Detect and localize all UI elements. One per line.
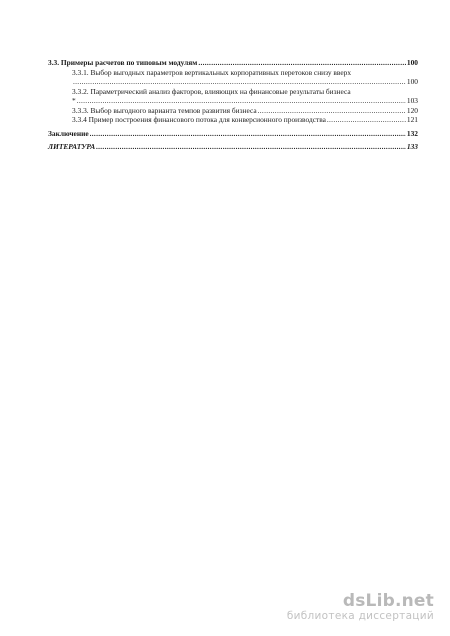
toc-entry-title: Заключение bbox=[48, 128, 89, 138]
watermark bbox=[287, 591, 434, 622]
leader-dots bbox=[258, 106, 406, 116]
leader-dots bbox=[327, 115, 406, 125]
toc-entry-3-3 bbox=[48, 58, 418, 68]
toc-entry-title: 3.3.4 Пример построения финансового потока для конверсионного производства bbox=[72, 115, 326, 124]
leader-dots bbox=[90, 129, 406, 139]
leader-dots bbox=[73, 77, 406, 87]
table-of-contents bbox=[48, 58, 418, 152]
toc-entry-title: 3.3.3. Выбор выгодного варианта темпов развития бизнеса bbox=[72, 105, 257, 115]
toc-entry-page: 103 bbox=[406, 96, 418, 105]
leader-dots bbox=[198, 58, 406, 68]
toc-entry-title: ЛИТЕРАТУРА bbox=[48, 142, 96, 151]
leader-dots bbox=[96, 142, 406, 152]
toc-entry-3-3-2 bbox=[48, 96, 418, 106]
toc-entry-title: 3.3. Примеры расчетов по типовым модулям bbox=[48, 58, 198, 67]
toc-entry-3-3-1-title: 3.3.1. Выбор выгодных параметров вертикальных корпоративных перетоков снизу вверх bbox=[72, 67, 352, 77]
toc-entry-page: 132 bbox=[406, 128, 418, 138]
toc-entry-page: 121 bbox=[406, 115, 418, 124]
toc-entry-page: 100 bbox=[406, 77, 418, 86]
toc-entry-page: 120 bbox=[406, 105, 418, 115]
watermark-subtitle: библиотека диссертаций bbox=[286, 610, 434, 622]
toc-entry-page: 100 bbox=[406, 58, 418, 67]
watermark-logo: dsLib.net bbox=[342, 591, 434, 611]
leader-dots bbox=[77, 96, 406, 106]
toc-entry-literature bbox=[48, 142, 418, 152]
toc-entry-3-3-3 bbox=[48, 106, 418, 116]
toc-entry-conclusion bbox=[48, 129, 418, 139]
toc-entry-continuation: * bbox=[72, 96, 76, 105]
toc-entry-page: 133 bbox=[406, 142, 418, 151]
toc-entry-3-3-1 bbox=[48, 77, 418, 87]
toc-entry-3-3-2-title: 3.3.2. Параметрический анализ факторов, влияющих на финансовые результаты бизнеса bbox=[72, 86, 351, 96]
toc-entry-3-3-4 bbox=[48, 115, 418, 125]
